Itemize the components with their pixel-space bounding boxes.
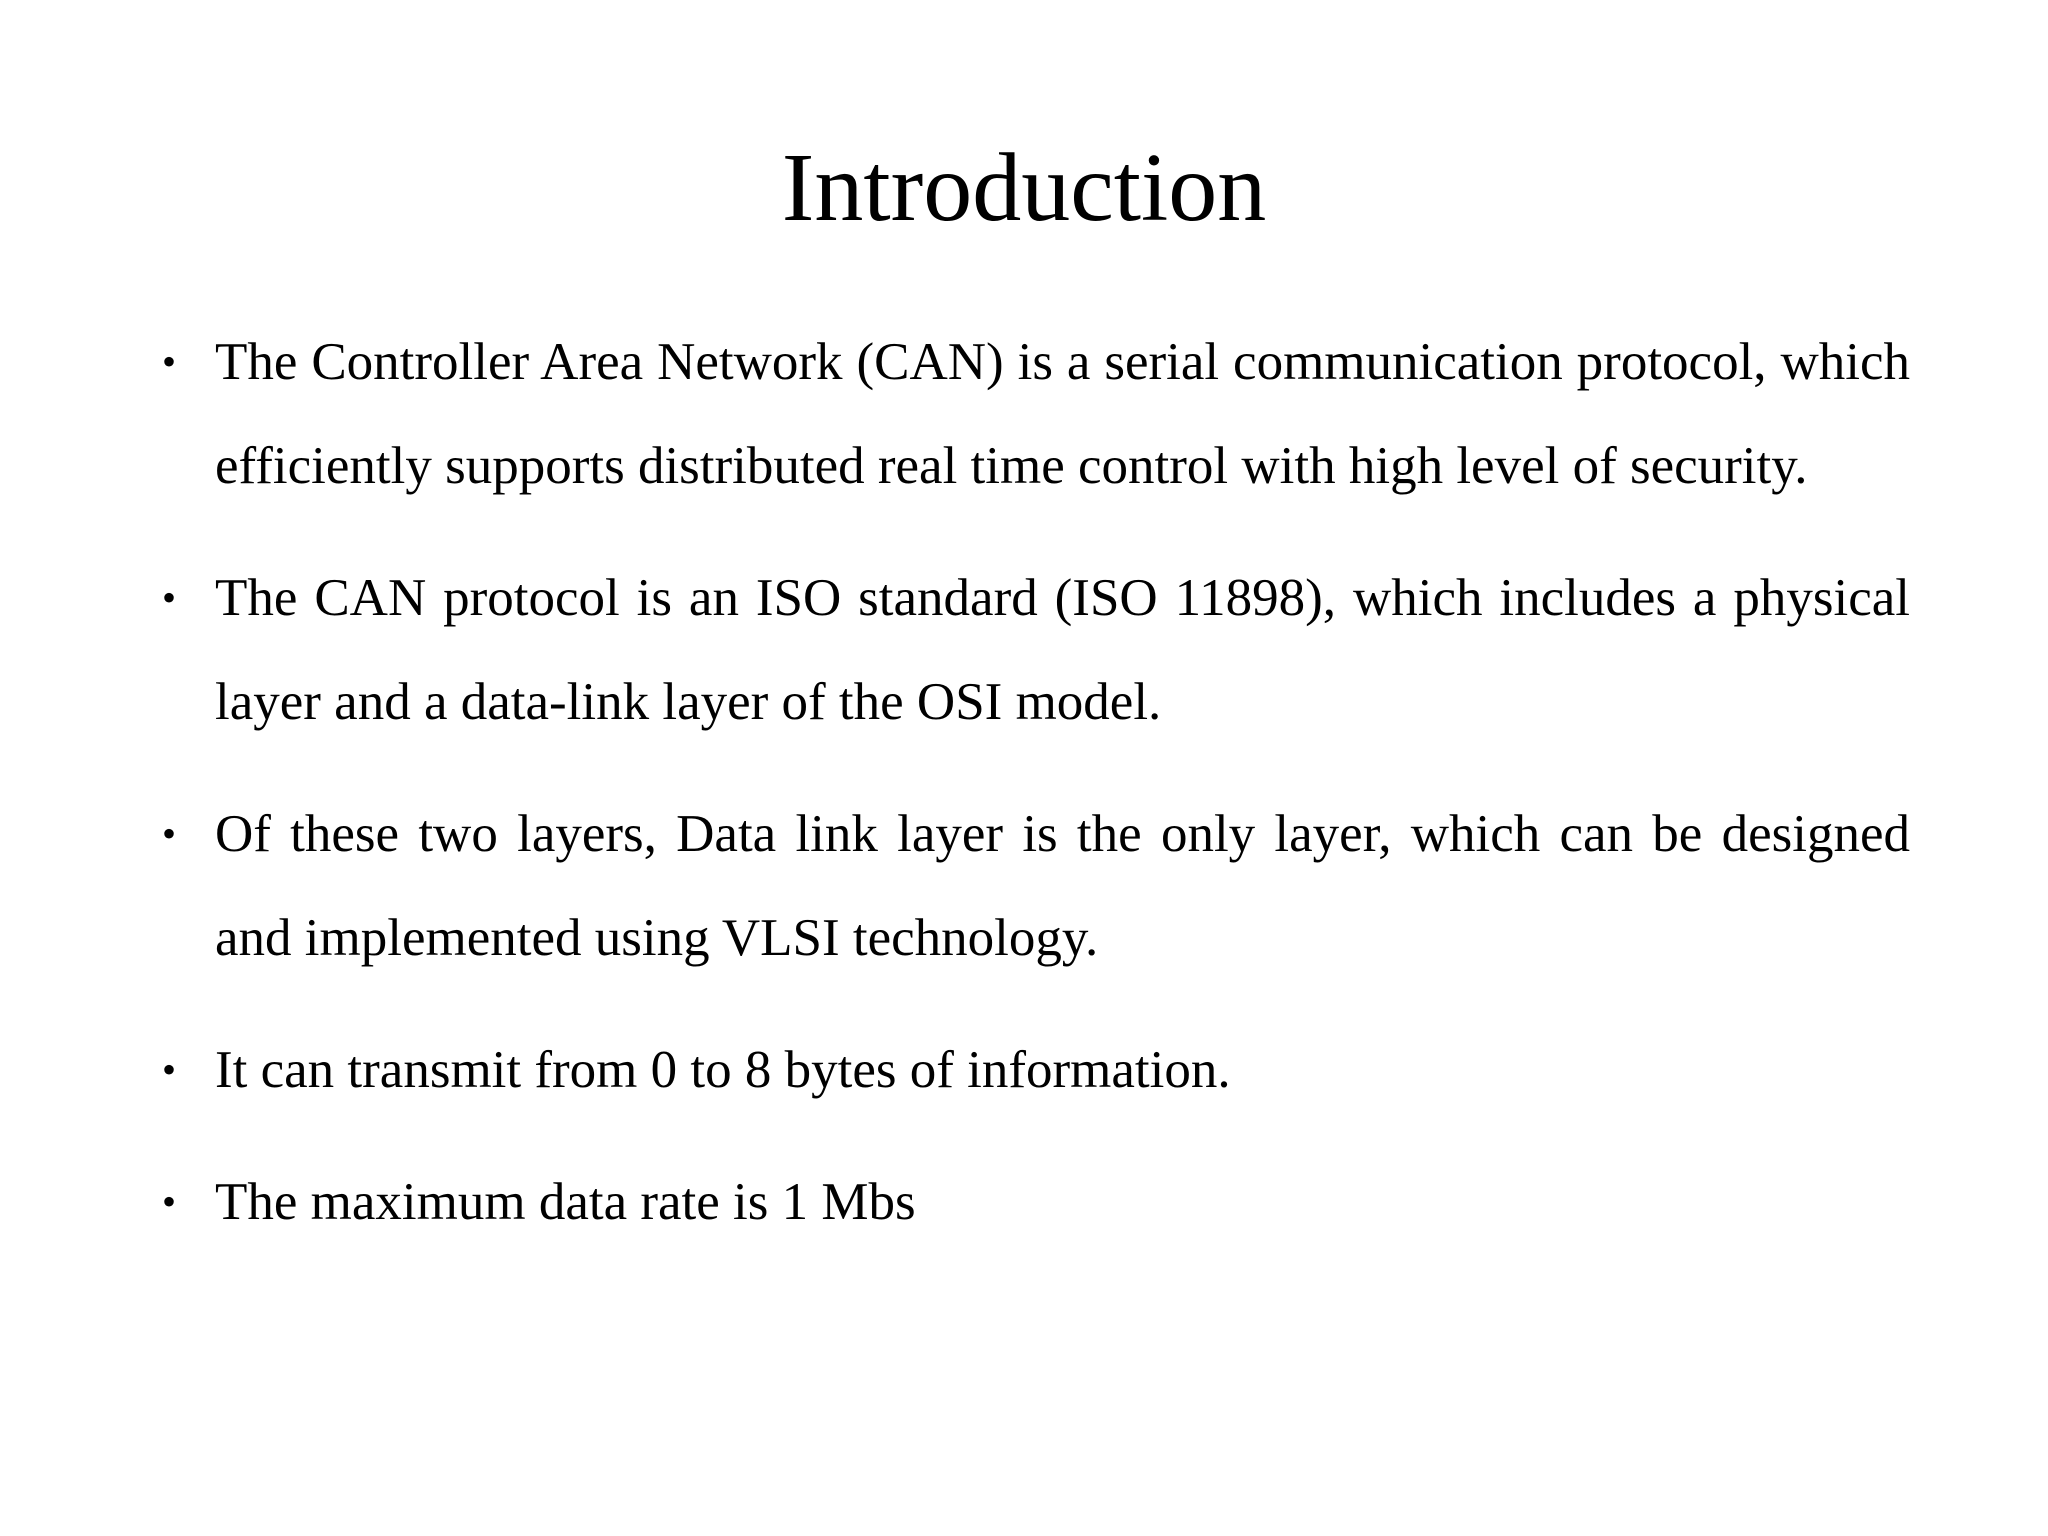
bullet-text: Of these two layers, Data link layer is the only layer, which can be designed and implemented using VLSI technology. — [215, 805, 1910, 967]
bullet-icon: • — [162, 1047, 177, 1092]
bullet-list — [150, 310, 1910, 1282]
bullet-icon: • — [162, 575, 177, 620]
bullet-text: The Controller Area Network (CAN) is a serial communication protocol, which efficiently supports distributed real time control with high level of security. — [215, 333, 1910, 495]
bullet-item — [150, 1018, 1910, 1122]
bullet-text: The CAN protocol is an ISO standard (ISO 11898), which includes a physical layer and a data-link layer of the OSI model. — [215, 569, 1910, 731]
bullet-item — [150, 1150, 1910, 1254]
bullet-icon: • — [162, 339, 177, 384]
bullet-item — [150, 782, 1910, 990]
bullet-item — [150, 310, 1910, 518]
bullet-item — [150, 546, 1910, 754]
bullet-text: The maximum data rate is 1 Mbs — [215, 1173, 916, 1231]
slide-title: Introduction — [781, 134, 1267, 242]
bullet-text: It can transmit from 0 to 8 bytes of information. — [215, 1041, 1231, 1099]
bullet-icon: • — [162, 811, 177, 856]
bullet-icon: • — [162, 1179, 177, 1224]
